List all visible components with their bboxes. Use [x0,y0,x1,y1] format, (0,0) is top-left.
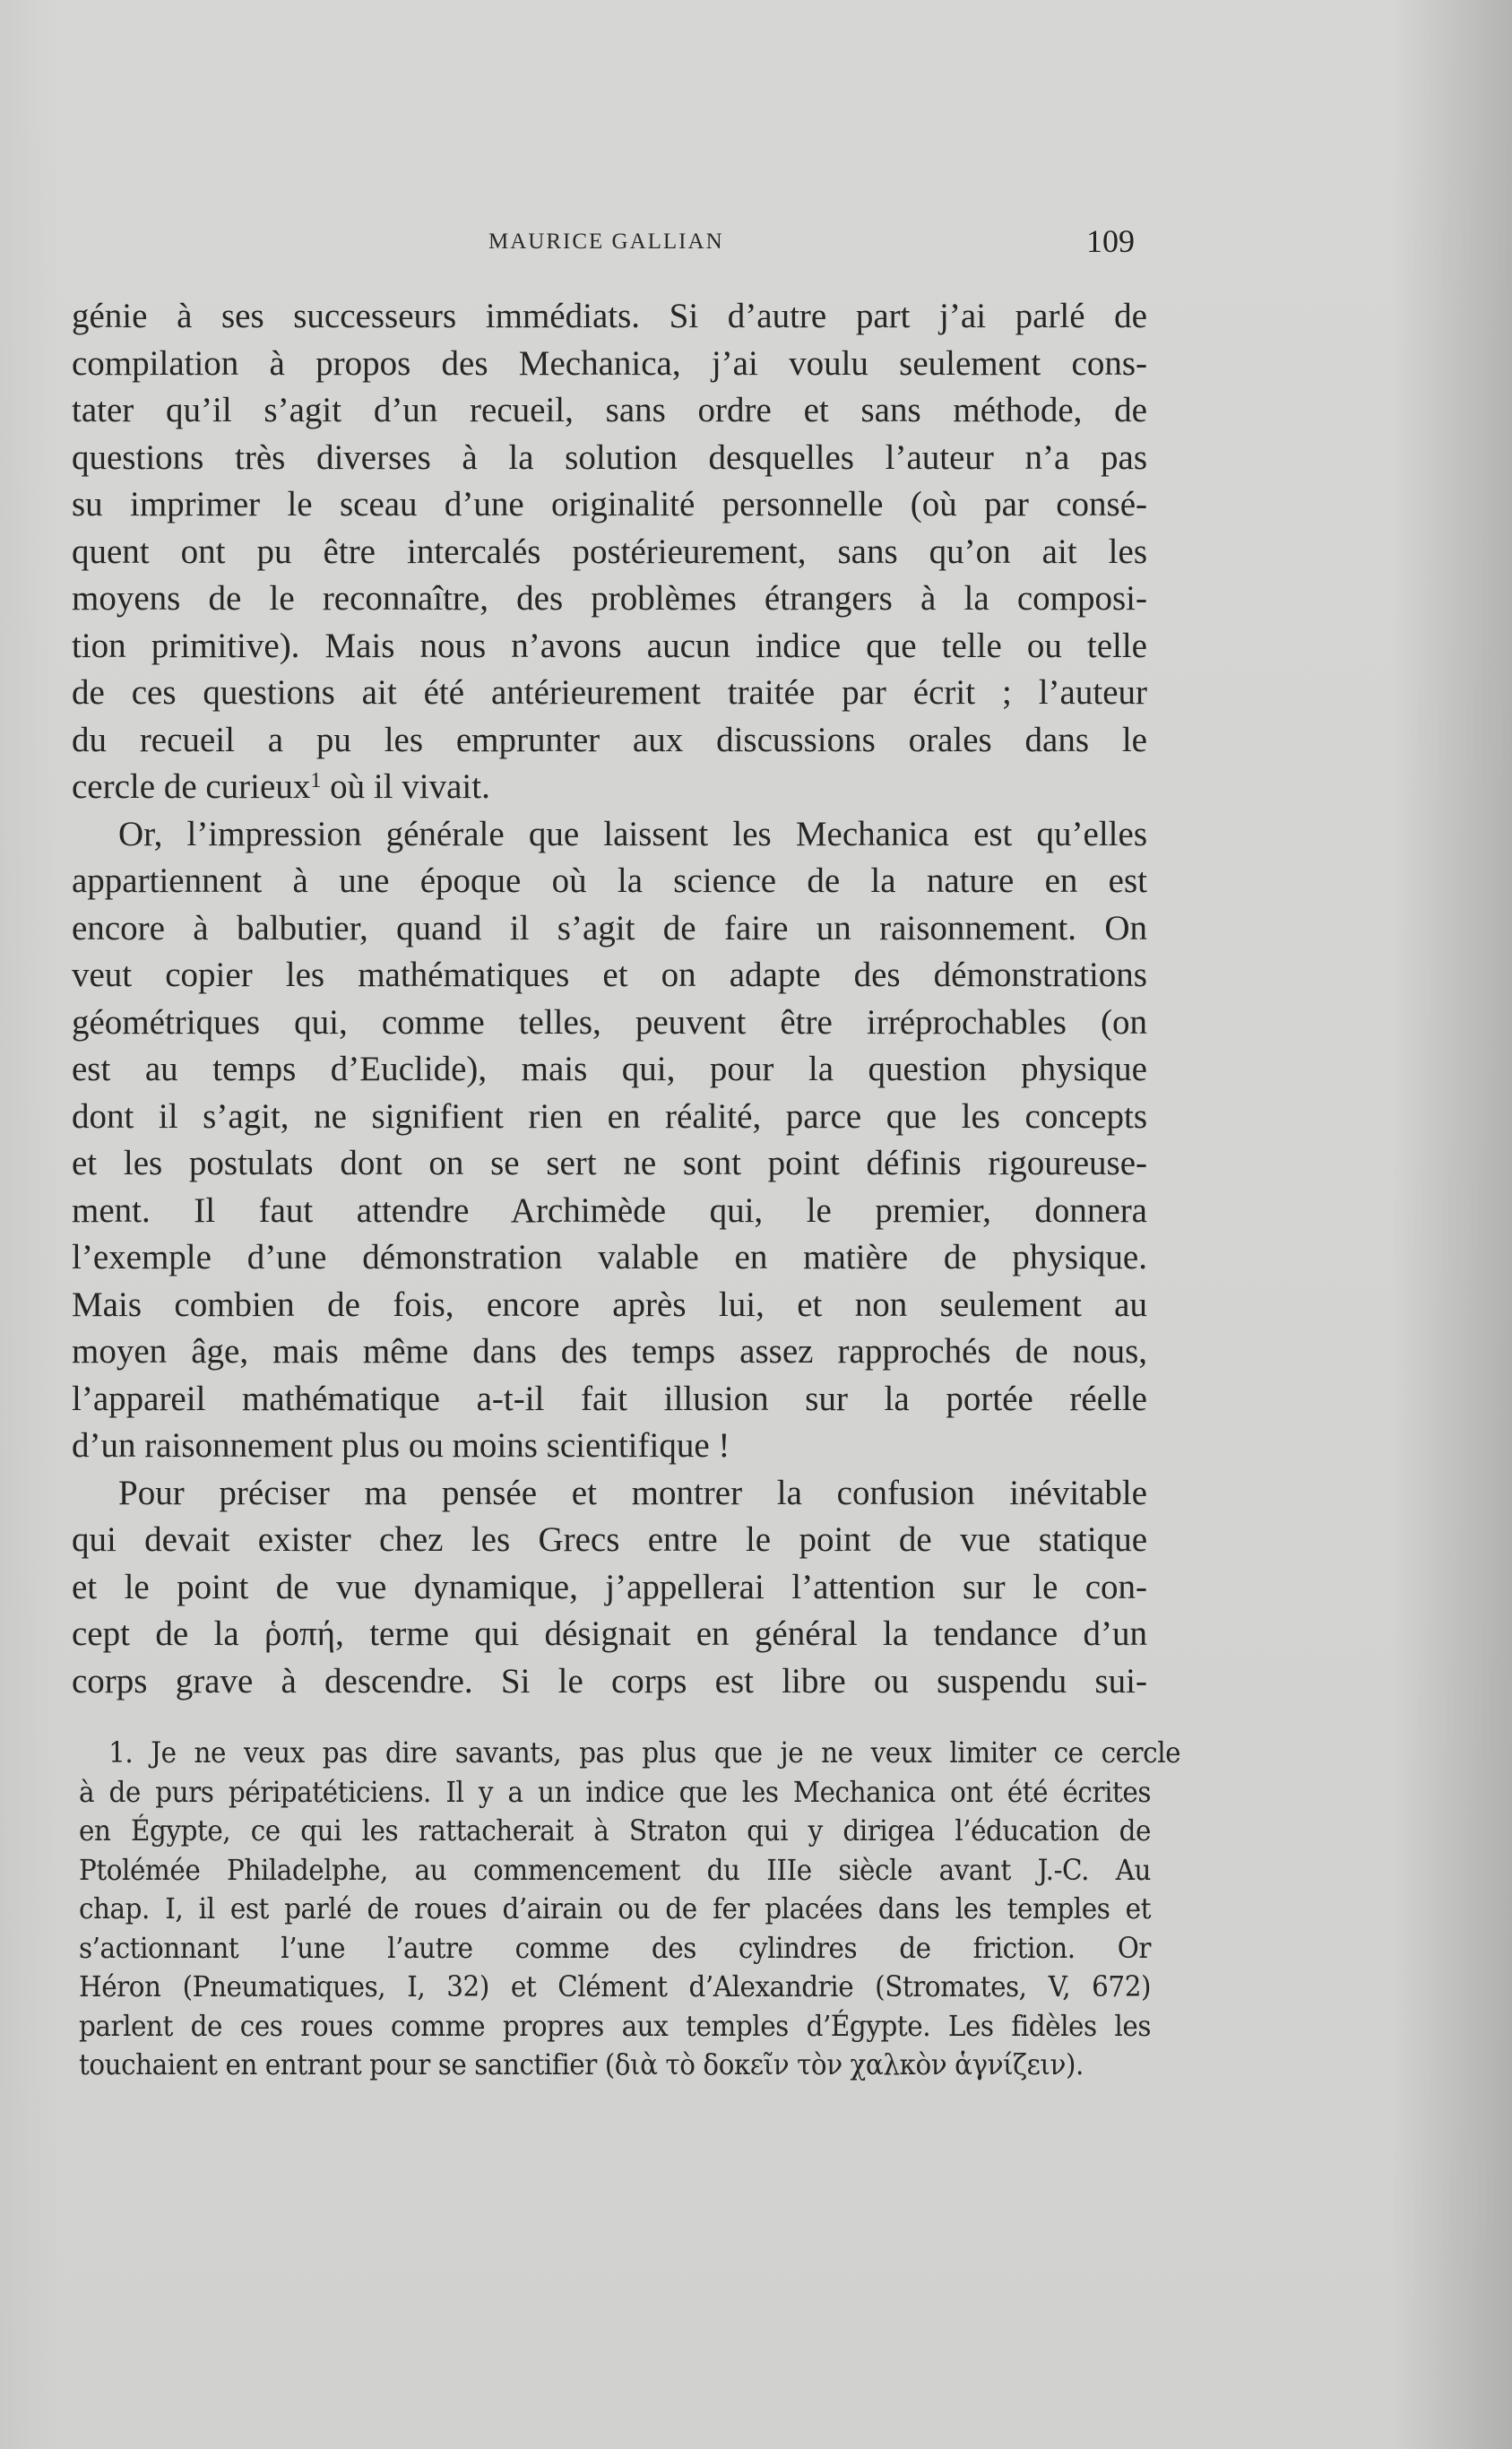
running-head: MAURICE GALLIAN [488,229,724,254]
body-line: génie à ses successeurs immédiats. Si d’autre part j’ai parlé de [72,297,1147,335]
body-line: et les postulats dont on se sert ne sont point définis rigoureuse- [72,1144,1147,1182]
body-line: de ces questions ait été antérieurement traitée par écrit ; l’auteur [72,673,1147,712]
body-line: appartiennent à une époque où la science de la nature en est [72,861,1147,900]
body-line: veut copier les mathématiques et on adapte des démonstrations [72,956,1147,994]
body-line: Pour préciser ma pensée et montrer la confusion inévitable [118,1473,1147,1512]
footnotes [79,1734,1181,2085]
body-line: tater qu’il s’agit d’un recueil, sans ordre et sans méthode, de [72,391,1147,429]
body-line: géométriques qui, comme telles, peuvent être irréprochables (on [72,1002,1147,1042]
body-line: corps grave à descendre. Si le corps est libre ou suspendu sui- [72,1661,1147,1700]
body-line-with-note [72,764,1147,811]
body-line: l’appareil mathématique a-t-il fait illusion sur la portée réelle [72,1379,1147,1418]
footnote-line: parlent de ces roues comme propres aux temples d’Égypte. Les fidèles les [79,2008,1151,2043]
body-line: questions très diverses à la solution desquelles l’auteur n’a pas [72,437,1147,477]
body-line: tion primitive). Mais nous n’avons aucun indice que telle ou telle [72,626,1147,665]
body-line-text: cercle de curieux [72,767,311,806]
footnote-line: à de purs péripatéticiens. Il y a un indice que les Mechanica ont été écrites [79,1774,1151,1809]
body-line: qui devait exister chez les Grecs entre le point de vue statique [72,1520,1147,1559]
body-line: l’exemple d’une démonstration valable en matière de physique. [72,1238,1147,1276]
body-line: Or, l’impression générale que laissent les Mechanica est qu’elles [118,814,1147,853]
body-line: encore à balbutier, quand il s’agit de faire un raisonnement. On [72,908,1147,948]
body-line: cept de la ῥοπή, terme qui désignait en général la tendance d’un [72,1614,1147,1653]
body-line: est au temps d’Euclide), mais qui, pour la question physique [72,1050,1147,1088]
footnote-line: s’actionnant l’une l’autre comme des cylindres de friction. Or [79,1930,1151,1965]
body-line: d’un raisonnement plus ou moins scientifique ! [72,1426,730,1465]
footnote-line: Héron (Pneumatiques, I, 32) et Clément d’Alexandrie (Stromates, V, 672) [79,1969,1151,2003]
page-number: 109 [1086,223,1135,259]
body-line: su imprimer le sceau d’une originalité personnelle (où par consé- [72,485,1147,524]
footnote-line: en Égypte, ce qui les rattacherait à Straton qui y dirigea l’éducation de [79,1813,1151,1848]
footnote-line: 1. Je ne veux pas dire savants, pas plus que je ne veux limiter ce cercle [108,1735,1181,1770]
footnote-line: Ptolémée Philadelphe, au commencement du IIIe siècle avant J.-C. Au [79,1852,1151,1887]
body-line: compilation à propos des Mechanica, j’ai voulu seulement cons- [72,343,1147,383]
body-line: ment. Il faut attendre Archimède qui, le premier, donnera [72,1190,1147,1230]
footnote-line: touchaient en entrant pour se sanctifier (διὰ τὸ δοκεῖν τὸν χαλκὸν ἁγνίζειν). [79,2047,1084,2081]
body-line: du recueil a pu les emprunter aux discussions orales dans le [72,720,1147,759]
body-line: moyen âge, mais même dans des temps assez rapprochés de nous, [72,1332,1147,1371]
footnote-line: chap. I, il est parlé de roues d’airain ou de fer placées dans les temples et [79,1891,1151,1925]
body-line: quent ont pu être intercalés postérieurement, sans qu’on ait les [72,532,1147,571]
body-line: moyens de le reconnaître, des problèmes étrangers à la composi- [72,579,1147,618]
footnote-reference: 1 [310,769,322,792]
body-line: et le point de vue dynamique, j’appellerai l’attention sur le con- [72,1567,1147,1606]
body-text [72,293,1147,1705]
body-line: Mais combien de fois, encore après lui, et non seulement au [72,1285,1147,1324]
body-line: dont il s’agit, ne signifient rien en réalité, parce que les concepts [72,1096,1147,1136]
body-line-tail: où il vivait. [321,767,490,806]
